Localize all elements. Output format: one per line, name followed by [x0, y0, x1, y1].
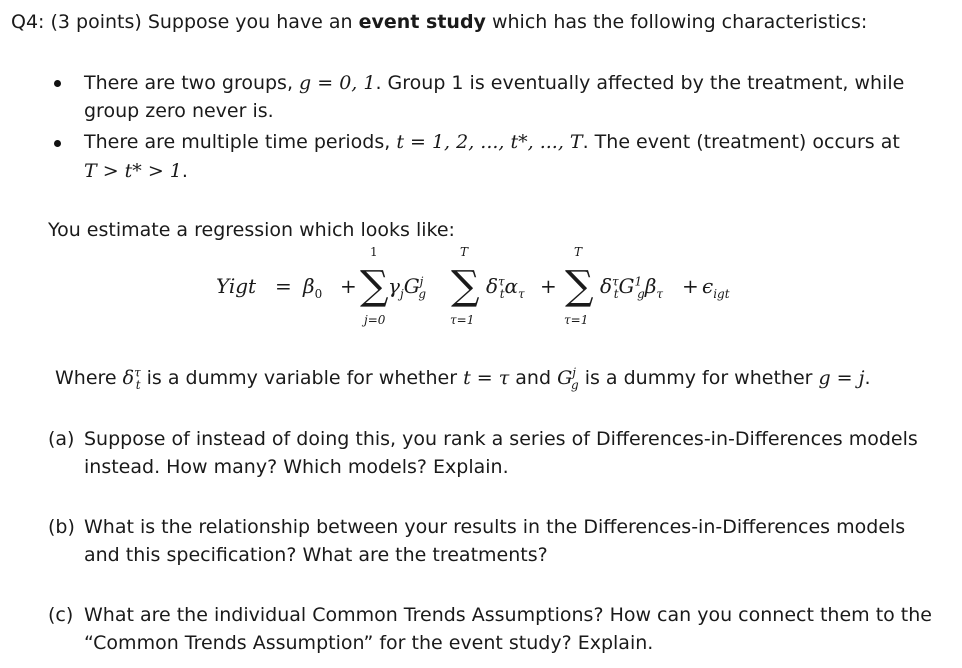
part-c-line2: “Common Trends Assumption” for the event study? Explain. — [84, 632, 654, 654]
where-end: . — [864, 367, 871, 389]
part-a-label: (a) — [48, 428, 75, 450]
sum2-lower: τ=1 — [450, 313, 475, 327]
sum2-upper: T — [460, 245, 469, 259]
sum1-lower: j=0 — [364, 313, 386, 327]
equation-delta-alpha: $\delta^\tau_t\alpha_\tau$ — [486, 274, 525, 301]
bullet-1-post: . Group 1 is eventually affected by the treatment, while — [375, 72, 905, 94]
regression-intro: You estimate a regression which looks like: — [48, 219, 455, 241]
part-b-line1: What is the relationship between your results in the Differences-in-Differences models — [84, 516, 906, 538]
bullet-2-line2-math: T > t* > 1 — [84, 160, 182, 182]
where-line — [55, 366, 871, 390]
equation-delta-g-beta: $\delta^\tau_tG^1_g\beta_\tau$ — [600, 274, 664, 301]
part-a-line1: Suppose of instead of doing this, you rank a series of Differences-in-Differences models — [84, 428, 918, 450]
sum3-lower: τ=1 — [564, 313, 589, 327]
where-G: $G^j_g$ — [557, 365, 579, 392]
bullet-2-line2-post: . — [181, 160, 188, 182]
bullet-1-math: g = 0, 1 — [299, 72, 376, 94]
where-mid1: is a dummy variable for whether — [140, 367, 464, 389]
equation-gamma-g: $\gamma_jG^j_g$ — [388, 274, 427, 301]
equation-plus-2: + — [540, 274, 557, 298]
where-mid3: is a dummy for whether — [578, 367, 819, 389]
bullet-dot-2 — [54, 140, 61, 147]
equation-epsilon: $\epsilon_{igt}$ — [702, 274, 730, 301]
question-header — [11, 10, 867, 34]
where-pre: Where — [55, 367, 123, 389]
part-b-label: (b) — [48, 516, 75, 538]
where-cond2: g = j — [818, 367, 865, 389]
question-rest: which has the following characteristics: — [485, 11, 868, 33]
part-a-line2: instead. How many? Which models? Explain. — [84, 456, 509, 478]
part-c-line1: What are the individual Common Trends Assumptions? How can you connect them to the — [84, 604, 932, 626]
bullet-1-line1 — [84, 71, 904, 95]
bullet-dot-1 — [54, 80, 61, 87]
bullet-2-math: t = 1, 2, ..., t*, ..., T — [396, 131, 583, 153]
sum3-sigma: ∑ — [565, 263, 594, 309]
where-mid2: and — [509, 367, 558, 389]
bullet-2-line1 — [84, 130, 900, 154]
sum2-sigma: ∑ — [451, 263, 480, 309]
question-bold-term: event study — [358, 11, 486, 33]
bullet-2-pre: There are multiple time periods, — [84, 131, 397, 153]
question-label: Q4: (3 points) Suppose you have an — [11, 11, 359, 33]
bullet-2-line2 — [84, 159, 188, 183]
equation-lhs: Yigt — [216, 274, 257, 298]
where-delta: $\delta^\tau_t$ — [122, 365, 141, 392]
sum1-upper: 1 — [370, 245, 378, 259]
bullet-2-post: . The event (treatment) occurs at — [582, 131, 900, 153]
part-c-label: (c) — [48, 604, 74, 626]
part-b-line2: and this specification? What are the treatments? — [84, 544, 548, 566]
equation-plus-1: + — [340, 274, 357, 298]
equation-beta0: $\beta_0$ — [303, 274, 323, 301]
equation-equals: = — [275, 274, 292, 298]
sum3-upper: T — [574, 245, 583, 259]
sum1-sigma: ∑ — [360, 263, 389, 309]
where-cond1: t = τ — [463, 367, 510, 389]
equation-plus-3: + — [682, 274, 699, 298]
bullet-1-pre: There are two groups, — [84, 72, 300, 94]
bullet-1-line2: group zero never is. — [84, 100, 274, 122]
